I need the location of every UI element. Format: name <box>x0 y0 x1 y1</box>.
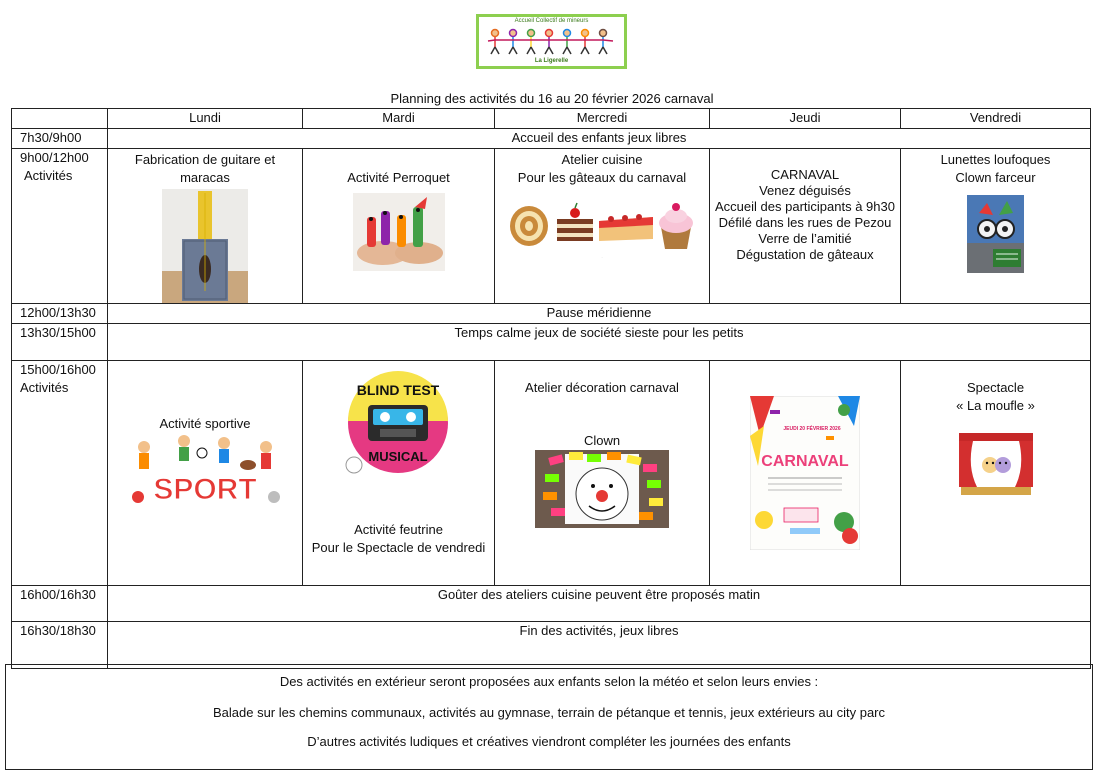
activity-text: Spectacle <box>966 380 1025 395</box>
merged-activity-cell: Accueil des enfants jeux libres <box>108 129 1091 149</box>
note-line: D’autres activités ludiques et créatives viendront compléter les journées des enfants <box>307 734 791 749</box>
activity-cell-vendredi <box>901 361 1091 586</box>
table-row <box>12 129 1091 149</box>
carnaval-poster <box>750 396 860 550</box>
blind-test-musical-logo <box>340 367 458 479</box>
strawberry-tart <box>599 214 653 241</box>
activity-cell-lundi <box>108 149 303 304</box>
activity-cell-mardi <box>303 149 495 304</box>
sport-word: SPORT <box>152 473 257 506</box>
swiss-roll <box>510 206 548 246</box>
activity-subtext: Pour le Spectacle de vendredi <box>311 540 486 555</box>
carnaval-text-lines <box>710 149 900 263</box>
table-row <box>12 361 1091 586</box>
activity-text: Activité sportive <box>159 416 251 431</box>
children-chain-illustration <box>485 26 618 56</box>
slot-label: Activités <box>24 168 73 183</box>
time-slot: 16h30/18h30 <box>12 622 108 669</box>
activity-text-lines <box>901 149 1090 187</box>
funny-glasses-image <box>967 195 1024 273</box>
day-header-vendredi: Vendredi <box>901 109 1091 129</box>
note-line: Des activités en extérieur seront proposées aux enfants selon la météo et selon leurs envies : <box>279 674 819 689</box>
merged-activity-cell: Fin des activités, jeux libres <box>108 622 1091 669</box>
parrot-puppet-image <box>353 193 445 271</box>
activity-text: CARNAVAL <box>770 167 840 182</box>
cupcake <box>659 203 693 249</box>
activity-cell-lundi <box>108 361 303 586</box>
activity-text: Fabrication de guitare et maracas <box>134 152 276 185</box>
day-header-mardi: Mardi <box>303 109 495 129</box>
logo-top-text: Accueil Collectif de mineurs <box>514 18 589 24</box>
time-slot: 9h00/12h00 <box>20 150 89 165</box>
time-slot-cell <box>12 149 108 304</box>
time-slot: 13h30/15h00 <box>12 324 108 361</box>
activity-text: Activité feutrine <box>354 522 443 537</box>
activity-cell-mardi <box>303 361 495 586</box>
activity-text-lines <box>901 361 1090 415</box>
day-header-mercredi: Mercredi <box>495 109 710 129</box>
logo-bottom-text: La Ligerelle <box>534 58 569 64</box>
corner-cell <box>12 109 108 129</box>
activity-cell-jeudi <box>710 149 901 304</box>
activity-text-lines <box>495 149 709 187</box>
activity-text: Dégustation de gâteaux <box>736 247 874 262</box>
time-slot: 16h00/16h30 <box>12 586 108 622</box>
activity-text: Atelier décoration carnaval <box>525 380 679 395</box>
svg-text:.: . <box>601 254 603 259</box>
planning-title: Planning des activités du 16 au 20 février 2026 carnaval <box>390 91 714 106</box>
time-slot: 15h00/16h00 <box>20 362 96 377</box>
activity-text: Lunettes loufoques <box>940 152 1051 167</box>
table-row <box>12 324 1091 361</box>
note-line: Balade sur les chemins communaux, activités au gymnase, terrain de pétanque et tennis, jeux extérieurs au city parc <box>212 705 885 720</box>
activity-subtext: Clown farceur <box>955 170 1036 185</box>
activity-text: Atelier cuisine <box>561 152 643 167</box>
activity-cell-jeudi <box>710 361 901 586</box>
activity-cell-mercredi <box>495 361 710 586</box>
merged-activity-cell: Goûter des ateliers cuisine peuvent être proposés matin <box>108 586 1091 622</box>
day-header-jeudi: Jeudi <box>710 109 901 129</box>
table-row <box>12 304 1091 324</box>
day-header-lundi: Lundi <box>108 109 303 129</box>
merged-activity-cell: Temps calme jeux de société sieste pour les petits <box>108 324 1091 361</box>
layer-cake <box>557 203 593 241</box>
planning-table <box>11 108 1091 669</box>
sport-illustration <box>128 435 283 509</box>
activity-text-lines <box>303 479 494 557</box>
time-slot: 12h00/13h30 <box>12 304 108 324</box>
organization-logo <box>476 14 627 69</box>
clown-craft-image <box>535 450 669 528</box>
time-slot-cell <box>12 361 108 586</box>
blindtest-title: BLIND TEST <box>356 382 439 398</box>
pastries-illustration <box>507 191 697 261</box>
activity-subtext: Clown <box>583 433 621 448</box>
activity-text: Défilé dans les rues de Pezou <box>718 215 892 230</box>
activity-cell-mercredi <box>495 149 710 304</box>
activity-subtext: Pour les gâteaux du carnaval <box>517 170 687 185</box>
activity-text: Accueil des participants à 9h30 <box>715 199 895 214</box>
table-row <box>12 622 1091 669</box>
cardboard-guitar-image <box>162 189 248 303</box>
table-row <box>12 149 1091 304</box>
blindtest-subtitle: MUSICAL <box>367 449 428 464</box>
poster-title: CARNAVAL <box>761 453 849 470</box>
day-header-row <box>12 109 1091 129</box>
activity-text: Verre de l’amitié <box>758 231 852 246</box>
table-row <box>12 586 1091 622</box>
activity-text: Activité Perroquet <box>347 170 450 185</box>
theater-stage-image <box>957 431 1035 499</box>
time-slot: 7h30/9h00 <box>12 129 108 149</box>
outdoor-activities-note <box>5 664 1093 770</box>
activity-subtext: « La moufle » <box>956 398 1035 413</box>
activity-cell-vendredi <box>901 149 1091 304</box>
activity-text: Venez déguisés <box>759 183 851 198</box>
merged-activity-cell: Pause méridienne <box>108 304 1091 324</box>
slot-label: Activités <box>20 380 69 395</box>
poster-date: JEUDI 20 FÉVRIER 2026 <box>783 426 841 432</box>
